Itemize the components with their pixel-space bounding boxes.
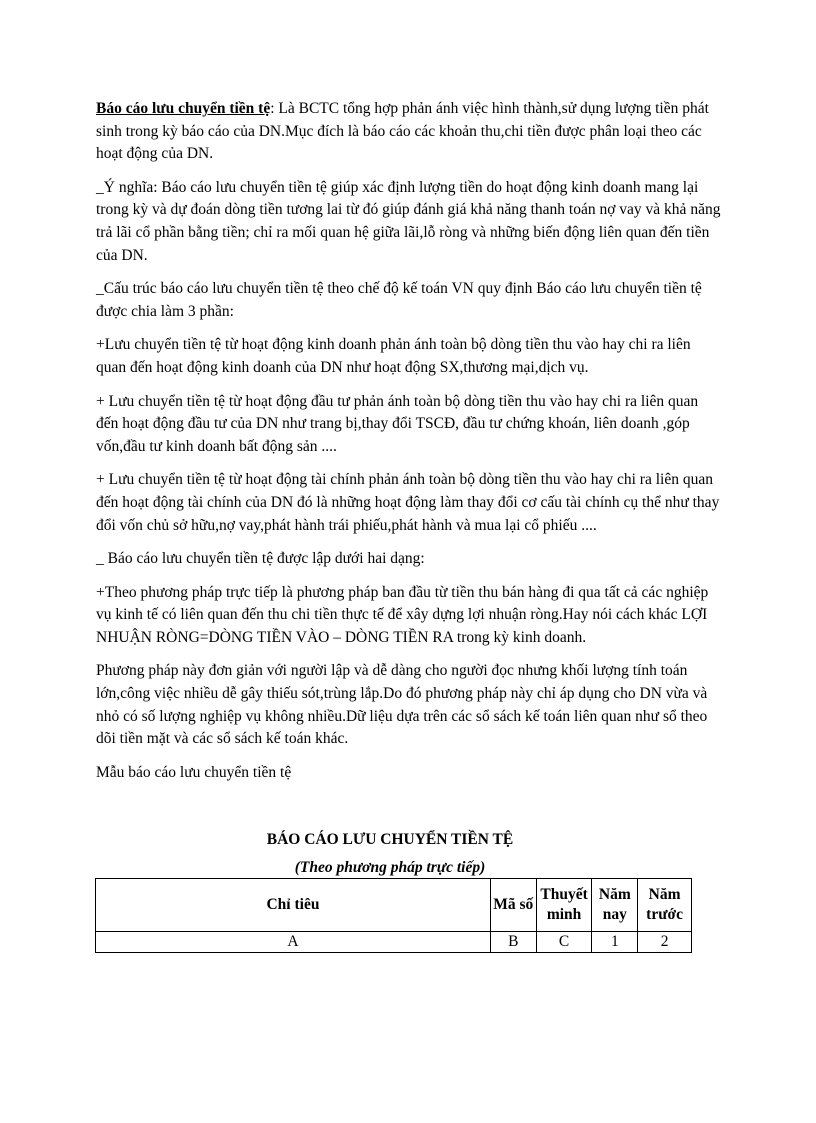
header-code: Mã số — [490, 879, 536, 932]
financing-activities-paragraph: + Lưu chuyển tiền tệ từ hoạt động tài chính phản ánh toàn bộ dòng tiền thu vào hay chi ra liên quan đến hoạt động tài chính của DN đó là những hoạt động làm thay đổi cơ cấu tài chính cụ thể như thay đổi vốn chủ sở hữu,nợ vay,phát hành trái phiếu,phát hành và mua lại cổ phiếu .... — [96, 471, 720, 534]
two-forms-paragraph: _ Báo cáo lưu chuyển tiền tệ được lập dưới hai dạng: — [96, 550, 425, 568]
meaning-paragraph: _Ý nghĩa: Báo cáo lưu chuyển tiền tệ giúp xác định lượng tiền do hoạt động kinh doanh mang lại trong kỳ và dự đoán dòng tiền tương lai từ đó giúp đánh giá khả năng thanh toán nợ vay và khả năng trả lãi cổ phần bằng tiền; chỉ ra mối quan hệ giữa lãi,lỗ ròng và những biến động liên quan đến tiền của DN. — [96, 178, 721, 264]
structure-paragraph: _Cấu trúc báo cáo lưu chuyển tiền tệ theo chế độ kế toán VN quy định Báo cáo lưu chuyển tiền tệ được chia làm 3 phần: — [96, 280, 702, 320]
investing-activities-paragraph: + Lưu chuyển tiền tệ từ hoạt động đầu tư phản ánh toàn bộ dòng tiền thu vào hay chi ra liên quan đến hoạt động đầu tư của DN như trang bị,thay đổi TSCĐ, đầu tư chứng khoán, liên doanh ,góp vốn,đầu tư kinh doanh bất động sản .... — [96, 392, 699, 455]
intro-text: : Là BCTC tổng hợp phản ánh việc hình thành,sử dụng lượng tiền phát sinh trong kỳ báo cáo của DN.Mục đích là báo cáo các khoản thu,chi tiền được phân loại theo các hoạt động của DN. — [96, 100, 709, 163]
report-subtitle: (Theo phương pháp trực tiếp) — [294, 859, 486, 877]
cell-note: C — [536, 932, 592, 953]
report-title: BÁO CÁO LƯU CHUYỂN TIỀN TỆ — [266, 831, 514, 849]
header-previous-year: Năm trước — [638, 879, 692, 932]
cash-flow-table — [95, 878, 692, 953]
header-note: Thuyết minh — [536, 879, 592, 932]
table-row — [96, 932, 692, 953]
intro-paragraph — [96, 98, 724, 166]
header-current-year: Năm nay — [592, 879, 638, 932]
cell-previous-year: 2 — [638, 932, 692, 953]
direct-method-paragraph: +Theo phương pháp trực tiếp là phương pháp ban đầu từ tiền thu bán hàng đi qua tất cả các nghiệp vụ kinh tế có liên quan đến thu chi tiền thực tế để xây dựng lợi nhuận ròng.Hay nói cách khác LỢI NHUẬN RÒNG=DÒNG TIỀN VÀO – DÒNG TIỀN RA trong kỳ kinh doanh. — [96, 583, 709, 646]
intro-term: Báo cáo lưu chuyển tiền tệ — [96, 100, 271, 117]
cell-indicator: A — [96, 932, 491, 953]
operating-activities-paragraph: +Lưu chuyển tiền tệ từ hoạt động kinh doanh phản ánh toàn bộ dòng tiền thu vào hay chi ra liên quan đến hoạt động kinh doanh của DN như hoạt động SX,thương mại,dịch vụ. — [96, 336, 691, 376]
table-header-row — [96, 879, 692, 932]
header-indicator: Chỉ tiêu — [96, 879, 491, 932]
document-page — [96, 98, 724, 953]
method-evaluation-paragraph: Phương pháp này đơn giản với người lập và dễ dàng cho người đọc nhưng khối lượng tính toán lớn,công việc nhiều dễ gây thiếu sót,trùng lắp.Do đó phương pháp này chỉ áp dụng cho DN vừa và nhỏ có số lượng nghiệp vụ không nhiều.Dữ liệu dựa trên các sổ sách kế toán liên quan như sổ theo dõi tiền mặt và các sổ sách kế toán khác. — [96, 662, 708, 748]
cell-current-year: 1 — [592, 932, 638, 953]
sample-report-label: Mẫu báo cáo lưu chuyển tiền tệ — [96, 763, 292, 781]
cell-code: B — [490, 932, 536, 953]
